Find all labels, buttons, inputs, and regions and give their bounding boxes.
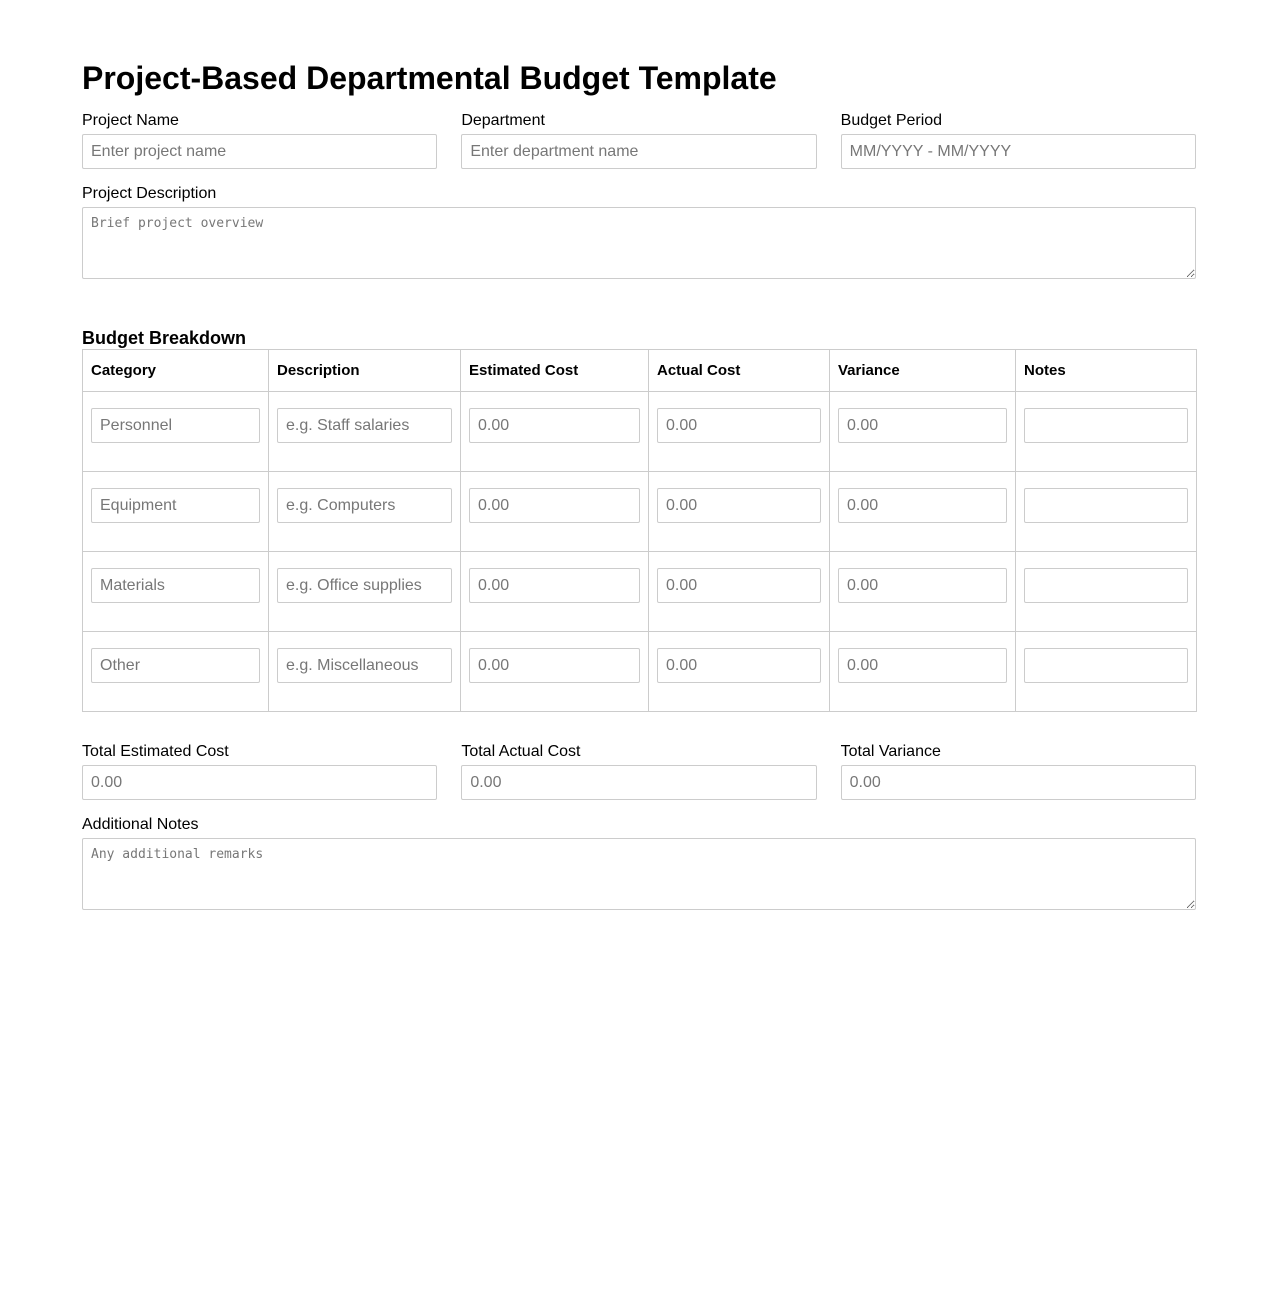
total-variance-field	[841, 743, 1196, 800]
estimated-cost-input[interactable]	[469, 568, 640, 603]
estimated-cost-input[interactable]	[469, 488, 640, 523]
total-variance-input[interactable]	[841, 765, 1196, 800]
department-field	[461, 112, 816, 169]
estimated-cost-input[interactable]	[469, 648, 640, 683]
description-input[interactable]	[277, 488, 452, 523]
total-estimated-input[interactable]	[82, 765, 437, 800]
variance-input[interactable]	[838, 568, 1007, 603]
category-input[interactable]	[91, 408, 260, 443]
total-actual-field	[461, 743, 816, 800]
total-variance-label: Total Variance	[840, 743, 941, 760]
page-title: Project-Based Departmental Budget Template	[82, 60, 777, 96]
total-estimated-label: Total Estimated Cost	[82, 743, 229, 760]
notes-input[interactable]	[1024, 568, 1188, 603]
table-header-row	[83, 350, 1197, 392]
column-header-actual-cost: Actual Cost	[649, 350, 830, 392]
total-actual-input[interactable]	[461, 765, 816, 800]
project-name-field	[82, 112, 437, 169]
totals-row	[82, 743, 1196, 800]
total-actual-label: Total Actual Cost	[461, 743, 581, 760]
project-description-field	[82, 185, 1196, 279]
description-input[interactable]	[277, 568, 452, 603]
notes-input[interactable]	[1024, 648, 1188, 683]
column-header-variance: Variance	[830, 350, 1016, 392]
additional-notes-field	[82, 816, 1196, 910]
project-info-row	[82, 112, 1196, 169]
category-input[interactable]	[91, 568, 260, 603]
project-description-label: Project Description	[82, 185, 217, 202]
table-row	[83, 392, 1197, 472]
column-header-notes: Notes	[1016, 350, 1197, 392]
actual-cost-input[interactable]	[657, 488, 821, 523]
column-header-category: Category	[83, 350, 269, 392]
total-estimated-field	[82, 743, 437, 800]
actual-cost-input[interactable]	[657, 568, 821, 603]
table-row	[83, 472, 1197, 552]
budget-breakdown-title: Budget Breakdown	[82, 328, 247, 348]
category-input[interactable]	[91, 648, 260, 683]
column-header-description: Description	[269, 350, 461, 392]
department-label: Department	[461, 112, 545, 129]
department-input[interactable]	[461, 134, 816, 169]
actual-cost-input[interactable]	[657, 648, 821, 683]
budget-period-field	[841, 112, 1196, 169]
table-row	[83, 632, 1197, 712]
variance-input[interactable]	[838, 648, 1007, 683]
project-name-input[interactable]	[82, 134, 437, 169]
actual-cost-input[interactable]	[657, 408, 821, 443]
category-input[interactable]	[91, 488, 260, 523]
budget-period-label: Budget Period	[840, 112, 943, 129]
notes-input[interactable]	[1024, 488, 1188, 523]
description-input[interactable]	[277, 408, 452, 443]
variance-input[interactable]	[838, 488, 1007, 523]
additional-notes-row	[82, 816, 1196, 910]
table-row	[83, 552, 1197, 632]
notes-input[interactable]	[1024, 408, 1188, 443]
budget-period-input[interactable]	[841, 134, 1196, 169]
project-description-row	[82, 185, 1196, 279]
budget-breakdown-table	[82, 349, 1197, 712]
estimated-cost-input[interactable]	[469, 408, 640, 443]
variance-input[interactable]	[838, 408, 1007, 443]
project-description-textarea[interactable]	[82, 207, 1196, 279]
additional-notes-label: Additional Notes	[82, 816, 199, 833]
description-input[interactable]	[277, 648, 452, 683]
column-header-estimated-cost: Estimated Cost	[461, 350, 649, 392]
project-name-label: Project Name	[82, 112, 179, 129]
additional-notes-textarea[interactable]	[82, 838, 1196, 910]
